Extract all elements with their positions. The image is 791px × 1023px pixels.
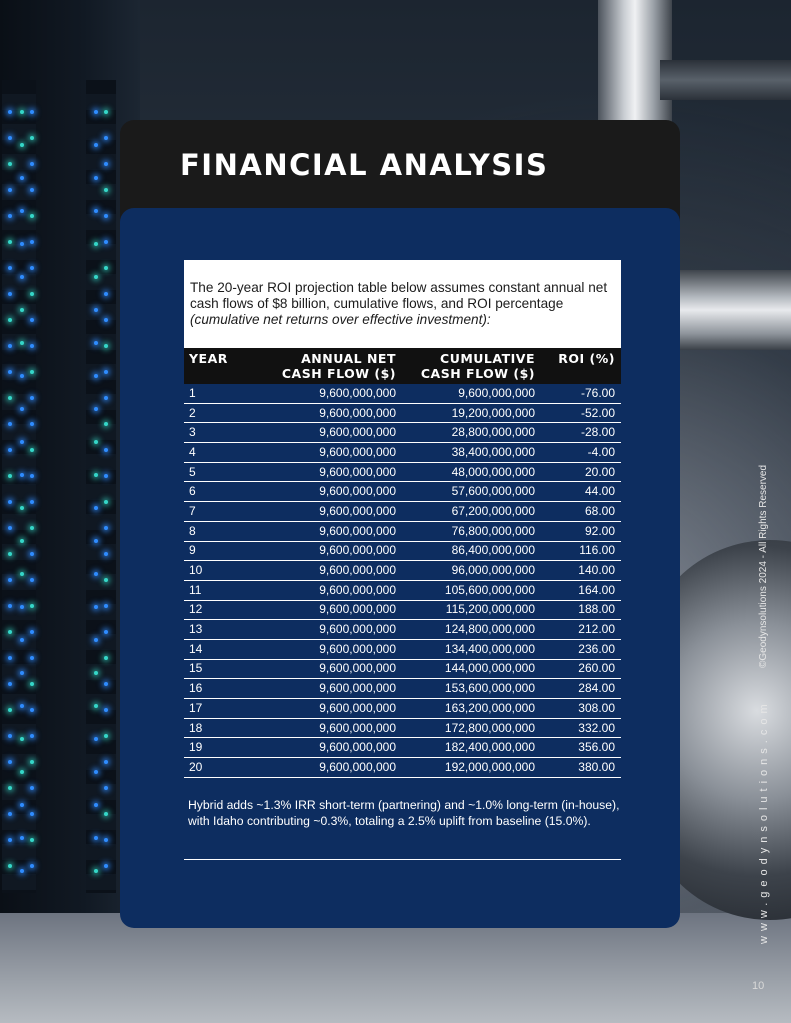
server-led xyxy=(94,308,98,312)
cell-annual-net-cash-flow: 9,600,000,000 xyxy=(251,462,402,482)
cell-annual-net-cash-flow: 9,600,000,000 xyxy=(251,541,402,561)
cell-roi: 92.00 xyxy=(541,521,621,541)
cell-cumulative-cash-flow: 57,600,000,000 xyxy=(402,482,541,502)
server-led xyxy=(20,737,24,741)
cell-cumulative-cash-flow: 144,000,000,000 xyxy=(402,659,541,679)
server-led xyxy=(30,526,34,530)
server-led xyxy=(94,506,98,510)
server-led xyxy=(94,770,98,774)
server-led xyxy=(94,836,98,840)
cell-cumulative-cash-flow: 172,800,000,000 xyxy=(402,718,541,738)
server-led xyxy=(8,266,12,270)
table-row xyxy=(184,403,621,423)
server-led xyxy=(104,578,108,582)
cell-cumulative-cash-flow: 48,000,000,000 xyxy=(402,462,541,482)
table-row xyxy=(184,620,621,640)
server-led xyxy=(30,396,34,400)
server-led xyxy=(94,704,98,708)
cell-cumulative-cash-flow: 96,000,000,000 xyxy=(402,561,541,581)
table-row xyxy=(184,384,621,403)
cell-annual-net-cash-flow: 9,600,000,000 xyxy=(251,738,402,758)
cell-annual-net-cash-flow: 9,600,000,000 xyxy=(251,482,402,502)
server-led xyxy=(8,240,12,244)
roi-projection-table xyxy=(184,348,621,778)
server-led xyxy=(94,737,98,741)
cell-roi: 68.00 xyxy=(541,502,621,522)
cell-cumulative-cash-flow: 163,200,000,000 xyxy=(402,699,541,719)
server-led xyxy=(104,760,108,764)
server-rack-right xyxy=(86,80,116,893)
server-led xyxy=(30,656,34,660)
server-led xyxy=(104,552,108,556)
cell-annual-net-cash-flow: 9,600,000,000 xyxy=(251,502,402,522)
cell-annual-net-cash-flow: 9,600,000,000 xyxy=(251,443,402,463)
server-led xyxy=(30,578,34,582)
server-led xyxy=(94,671,98,675)
server-led xyxy=(30,448,34,452)
cell-cumulative-cash-flow: 124,800,000,000 xyxy=(402,620,541,640)
server-led xyxy=(8,838,12,842)
table-row xyxy=(184,462,621,482)
floor-background xyxy=(0,913,791,1023)
server-led xyxy=(8,396,12,400)
cell-roi: 164.00 xyxy=(541,580,621,600)
server-led xyxy=(30,266,34,270)
server-led xyxy=(30,812,34,816)
cell-year: 7 xyxy=(184,502,251,522)
cell-roi: 356.00 xyxy=(541,738,621,758)
cell-roi: 332.00 xyxy=(541,718,621,738)
cell-roi: -52.00 xyxy=(541,403,621,423)
cell-roi: 188.00 xyxy=(541,600,621,620)
server-led xyxy=(30,630,34,634)
header-year: YEAR xyxy=(184,348,251,384)
server-led xyxy=(94,605,98,609)
cell-year: 8 xyxy=(184,521,251,541)
server-led xyxy=(8,422,12,426)
server-led xyxy=(104,162,108,166)
table-header-row xyxy=(184,348,621,384)
server-led xyxy=(94,110,98,114)
cell-roi: 260.00 xyxy=(541,659,621,679)
server-led xyxy=(20,506,24,510)
cell-roi: -28.00 xyxy=(541,423,621,443)
server-led xyxy=(8,136,12,140)
server-led xyxy=(104,422,108,426)
server-led xyxy=(20,176,24,180)
cell-annual-net-cash-flow: 9,600,000,000 xyxy=(251,679,402,699)
cell-year: 1 xyxy=(184,384,251,403)
cell-roi: 380.00 xyxy=(541,758,621,778)
cell-annual-net-cash-flow: 9,600,000,000 xyxy=(251,423,402,443)
server-led xyxy=(94,407,98,411)
server-led xyxy=(8,162,12,166)
server-led xyxy=(20,671,24,675)
server-led xyxy=(30,760,34,764)
table-row xyxy=(184,758,621,778)
website-text: www.geodynsolutions.com xyxy=(758,699,770,944)
server-led xyxy=(30,422,34,426)
server-led xyxy=(30,292,34,296)
note-divider xyxy=(184,859,621,860)
cell-cumulative-cash-flow: 38,400,000,000 xyxy=(402,443,541,463)
server-led xyxy=(104,318,108,322)
server-led xyxy=(94,176,98,180)
server-led xyxy=(104,136,108,140)
server-led xyxy=(20,572,24,576)
cell-cumulative-cash-flow: 19,200,000,000 xyxy=(402,403,541,423)
cell-roi: 308.00 xyxy=(541,699,621,719)
server-led xyxy=(104,448,108,452)
cell-year: 20 xyxy=(184,758,251,778)
server-led xyxy=(30,162,34,166)
server-led xyxy=(94,341,98,345)
cell-annual-net-cash-flow: 9,600,000,000 xyxy=(251,600,402,620)
server-led xyxy=(8,630,12,634)
server-led xyxy=(8,708,12,712)
page-number: 10 xyxy=(752,980,765,992)
server-led xyxy=(104,188,108,192)
server-led xyxy=(20,209,24,213)
server-led xyxy=(104,214,108,218)
server-led xyxy=(94,869,98,873)
cell-annual-net-cash-flow: 9,600,000,000 xyxy=(251,758,402,778)
server-led xyxy=(94,275,98,279)
server-led xyxy=(104,630,108,634)
cell-roi: 116.00 xyxy=(541,541,621,561)
server-led xyxy=(20,869,24,873)
server-led xyxy=(104,344,108,348)
cell-cumulative-cash-flow: 153,600,000,000 xyxy=(402,679,541,699)
cell-roi: -4.00 xyxy=(541,443,621,463)
page-title: FINANCIAL ANALYSIS xyxy=(180,148,549,182)
cell-year: 5 xyxy=(184,462,251,482)
server-led xyxy=(104,838,108,842)
server-led xyxy=(94,440,98,444)
cell-annual-net-cash-flow: 9,600,000,000 xyxy=(251,620,402,640)
server-led xyxy=(104,396,108,400)
server-led xyxy=(8,292,12,296)
table-row xyxy=(184,561,621,581)
cell-annual-net-cash-flow: 9,600,000,000 xyxy=(251,699,402,719)
server-led xyxy=(20,803,24,807)
server-led xyxy=(104,266,108,270)
cell-annual-net-cash-flow: 9,600,000,000 xyxy=(251,384,402,403)
table-row xyxy=(184,502,621,522)
server-led xyxy=(8,500,12,504)
table-row xyxy=(184,482,621,502)
server-led xyxy=(104,526,108,530)
server-led xyxy=(20,143,24,147)
server-led xyxy=(30,110,34,114)
cell-roi: 212.00 xyxy=(541,620,621,640)
cell-cumulative-cash-flow: 67,200,000,000 xyxy=(402,502,541,522)
cell-annual-net-cash-flow: 9,600,000,000 xyxy=(251,580,402,600)
server-led xyxy=(8,604,12,608)
cell-year: 3 xyxy=(184,423,251,443)
pipe-bracket-image xyxy=(660,60,791,100)
server-led xyxy=(104,708,108,712)
cell-year: 12 xyxy=(184,600,251,620)
server-led xyxy=(20,638,24,642)
table-row xyxy=(184,679,621,699)
server-led xyxy=(20,275,24,279)
cell-roi: 140.00 xyxy=(541,561,621,581)
server-led xyxy=(30,838,34,842)
server-led xyxy=(20,308,24,312)
table-row xyxy=(184,718,621,738)
table-row xyxy=(184,639,621,659)
server-led xyxy=(30,708,34,712)
server-led xyxy=(94,242,98,246)
server-led xyxy=(8,526,12,530)
server-led xyxy=(20,341,24,345)
server-led xyxy=(104,734,108,738)
cell-year: 13 xyxy=(184,620,251,640)
intro-italic-text: (cumulative net returns over effective investment): xyxy=(190,312,491,327)
server-led xyxy=(30,682,34,686)
table-row xyxy=(184,699,621,719)
server-led xyxy=(20,110,24,114)
server-led xyxy=(8,552,12,556)
table-row xyxy=(184,659,621,679)
server-led xyxy=(94,143,98,147)
cell-cumulative-cash-flow: 192,000,000,000 xyxy=(402,758,541,778)
server-led xyxy=(94,473,98,477)
server-led xyxy=(104,240,108,244)
cell-annual-net-cash-flow: 9,600,000,000 xyxy=(251,403,402,423)
server-led xyxy=(30,136,34,140)
server-led xyxy=(104,110,108,114)
server-led xyxy=(104,474,108,478)
server-led xyxy=(30,604,34,608)
server-led xyxy=(20,440,24,444)
server-led xyxy=(104,786,108,790)
cell-cumulative-cash-flow: 105,600,000,000 xyxy=(402,580,541,600)
server-led xyxy=(8,318,12,322)
cell-cumulative-cash-flow: 9,600,000,000 xyxy=(402,384,541,403)
cell-year: 19 xyxy=(184,738,251,758)
table-row xyxy=(184,580,621,600)
server-rack-left xyxy=(2,80,36,893)
server-led xyxy=(8,344,12,348)
server-led xyxy=(20,704,24,708)
server-led xyxy=(8,370,12,374)
server-led xyxy=(20,770,24,774)
table-row xyxy=(184,521,621,541)
cell-annual-net-cash-flow: 9,600,000,000 xyxy=(251,659,402,679)
cell-annual-net-cash-flow: 9,600,000,000 xyxy=(251,561,402,581)
server-led xyxy=(94,638,98,642)
cell-year: 15 xyxy=(184,659,251,679)
server-led xyxy=(104,812,108,816)
server-led xyxy=(20,539,24,543)
server-led xyxy=(94,539,98,543)
server-led xyxy=(8,760,12,764)
intro-paragraph xyxy=(184,260,621,348)
table-row xyxy=(184,423,621,443)
header-roi: ROI (%) xyxy=(541,348,621,384)
cell-year: 18 xyxy=(184,718,251,738)
server-led xyxy=(8,734,12,738)
table-body xyxy=(184,384,621,777)
server-led xyxy=(94,209,98,213)
cell-roi: 236.00 xyxy=(541,639,621,659)
server-led xyxy=(94,374,98,378)
server-led xyxy=(104,500,108,504)
server-led xyxy=(8,812,12,816)
server-led xyxy=(104,370,108,374)
server-led xyxy=(104,682,108,686)
server-led xyxy=(94,572,98,576)
server-led xyxy=(94,803,98,807)
cell-year: 9 xyxy=(184,541,251,561)
cell-year: 10 xyxy=(184,561,251,581)
cell-annual-net-cash-flow: 9,600,000,000 xyxy=(251,639,402,659)
server-led xyxy=(8,656,12,660)
server-led xyxy=(104,604,108,608)
header-annual-net-cash-flow: ANNUAL NET CASH FLOW ($) xyxy=(251,348,402,384)
server-led xyxy=(20,473,24,477)
server-led xyxy=(8,214,12,218)
server-led xyxy=(30,786,34,790)
server-led xyxy=(8,188,12,192)
server-led xyxy=(20,836,24,840)
cell-year: 6 xyxy=(184,482,251,502)
server-led xyxy=(30,344,34,348)
server-led xyxy=(8,474,12,478)
cell-roi: -76.00 xyxy=(541,384,621,403)
server-led xyxy=(20,407,24,411)
table-row xyxy=(184,738,621,758)
cell-year: 14 xyxy=(184,639,251,659)
cell-annual-net-cash-flow: 9,600,000,000 xyxy=(251,521,402,541)
cell-roi: 44.00 xyxy=(541,482,621,502)
cell-cumulative-cash-flow: 182,400,000,000 xyxy=(402,738,541,758)
cell-cumulative-cash-flow: 86,400,000,000 xyxy=(402,541,541,561)
cell-cumulative-cash-flow: 28,800,000,000 xyxy=(402,423,541,443)
server-led xyxy=(20,605,24,609)
server-led xyxy=(30,552,34,556)
cell-year: 11 xyxy=(184,580,251,600)
table-row xyxy=(184,600,621,620)
server-led xyxy=(30,864,34,868)
server-led xyxy=(20,242,24,246)
server-led xyxy=(104,292,108,296)
server-led xyxy=(8,786,12,790)
intro-text: The 20-year ROI projection table below assumes constant annual net cash flows of $8 billion, cumulative flows, and ROI percentage xyxy=(190,280,608,311)
server-led xyxy=(104,864,108,868)
hybrid-note: Hybrid adds ~1.3% IRR short-term (partnering) and ~1.0% long-term (in-house), with Idaho contributing ~0.3%, totaling a 2.5% uplift from baseline (15.0%). xyxy=(188,798,620,828)
cell-year: 17 xyxy=(184,699,251,719)
cell-cumulative-cash-flow: 134,400,000,000 xyxy=(402,639,541,659)
server-led xyxy=(8,110,12,114)
copyright-text: ©Geodynsolutions 2024 - All Rights Reserved xyxy=(758,464,769,668)
server-led xyxy=(30,734,34,738)
server-led xyxy=(8,578,12,582)
server-led xyxy=(8,448,12,452)
cell-roi: 20.00 xyxy=(541,462,621,482)
server-led xyxy=(30,370,34,374)
header-cumulative-cash-flow: CUMULATIVE CASH FLOW ($) xyxy=(402,348,541,384)
server-led xyxy=(30,240,34,244)
table-row xyxy=(184,443,621,463)
server-led xyxy=(30,474,34,478)
cell-cumulative-cash-flow: 115,200,000,000 xyxy=(402,600,541,620)
server-led xyxy=(104,656,108,660)
cell-year: 2 xyxy=(184,403,251,423)
server-led xyxy=(8,864,12,868)
server-led xyxy=(30,214,34,218)
cell-year: 16 xyxy=(184,679,251,699)
table-row xyxy=(184,541,621,561)
cell-annual-net-cash-flow: 9,600,000,000 xyxy=(251,718,402,738)
cell-year: 4 xyxy=(184,443,251,463)
cell-roi: 284.00 xyxy=(541,679,621,699)
server-led xyxy=(8,682,12,686)
server-led xyxy=(30,500,34,504)
cell-cumulative-cash-flow: 76,800,000,000 xyxy=(402,521,541,541)
server-led xyxy=(30,188,34,192)
server-led xyxy=(30,318,34,322)
server-led xyxy=(20,374,24,378)
